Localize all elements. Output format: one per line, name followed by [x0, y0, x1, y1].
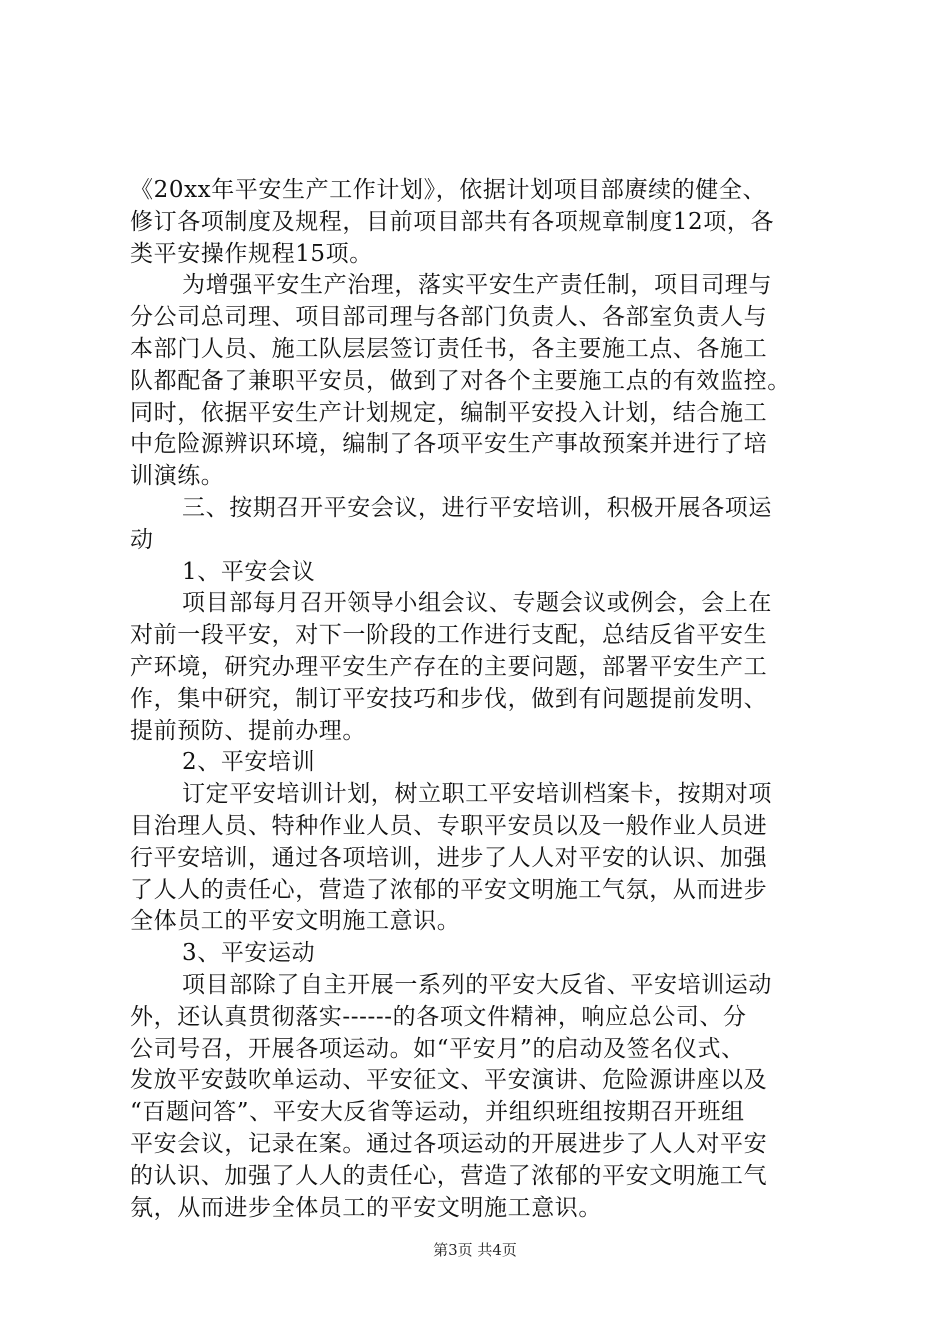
text-line: 项目部除了自主开展一系列的平安大反省、平安培训运动	[182, 971, 772, 998]
text-line: 对前一段平安，对下一阶段的工作进行支配，总结反省平安生	[130, 622, 768, 649]
text-line: 提前预防、提前办理。	[130, 717, 366, 744]
text-line: 了人人的责任心，营造了浓郁的平安文明施工气氛，从而进步	[130, 876, 768, 903]
text-line: 产环境，研究办理平安生产存在的主要问题，部署平安生产工	[130, 653, 768, 680]
text-line: 三、按期召开平安会议，进行平安培训，积极开展各项运	[182, 494, 772, 521]
text-line: 作，集中研究，制订平安技巧和步伐，做到有问题提前发明、	[130, 685, 768, 712]
text-line: 本部门人员、施工队层层签订责任书，各主要施工点、各施工	[130, 335, 768, 362]
text-line: 同时，依据平安生产计划规定，编制平安投入计划，结合施工	[130, 399, 768, 426]
text-line: 全体员工的平安文明施工意识。	[130, 908, 461, 935]
text-line: 目治理人员、特种作业人员、专职平安员以及一般作业人员进	[130, 812, 768, 839]
text-line: 为增强平安生产治理，落实平安生产责任制，项目司理与	[182, 272, 772, 299]
text-line: 外，还认真贯彻落实------的各项文件精神，响应总公司、分	[130, 1003, 747, 1030]
text-line: 修订各项制度及规程，目前项目部共有各项规章制度12项，各	[130, 208, 775, 235]
text-line: 队都配备了兼职平安员，做到了对各个主要施工点的有效监控。	[130, 367, 791, 394]
text-line: 《20xx年平安生产工作计划》，依据计划项目部赓续的健全、	[130, 177, 767, 203]
text-line: 项目部每月召开领导小组会议、专题会议或例会，会上在	[182, 590, 772, 617]
text-line: 行平安培训，通过各项培训，进步了人人对平安的认识、加强	[130, 844, 768, 871]
page-footer: 第3页 共4页	[433, 1241, 517, 1259]
text-line: 氛，从而进步全体员工的平安文明施工意识。	[130, 1194, 602, 1221]
text-line: “百题问答”、平安大反省等运动，并组织班组按期召开班组	[130, 1099, 745, 1126]
document-body	[130, 175, 850, 1224]
text-line: 动	[130, 526, 154, 553]
text-line: 订定平安培训计划，树立职工平安培训档案卡，按期对项	[182, 781, 772, 808]
text-line: 公司号召，开展各项运动。如“平安月”的启动及签名仪式、	[130, 1035, 745, 1062]
text-line: 平安会议，记录在案。通过各项运动的开展进步了人人对平安	[130, 1130, 768, 1157]
text-line: 的认识、加强了人人的责任心，营造了浓郁的平安文明施工气	[130, 1162, 768, 1189]
text-line: 1、平安会议	[182, 558, 316, 585]
text-line: 3、平安运动	[182, 940, 316, 967]
text-line: 类平安操作规程15项。	[130, 240, 373, 267]
text-line: 训演练。	[130, 463, 225, 490]
text-line: 分公司总司理、项目部司理与各部门负责人、各部室负责人与	[130, 304, 768, 331]
text-line: 2、平安培训	[182, 749, 316, 776]
text-line: 中危险源辨识环境，编制了各项平安生产事故预案并进行了培	[130, 431, 768, 458]
text-line: 发放平安鼓吹单运动、平安征文、平安演讲、危险源讲座以及	[130, 1067, 768, 1094]
